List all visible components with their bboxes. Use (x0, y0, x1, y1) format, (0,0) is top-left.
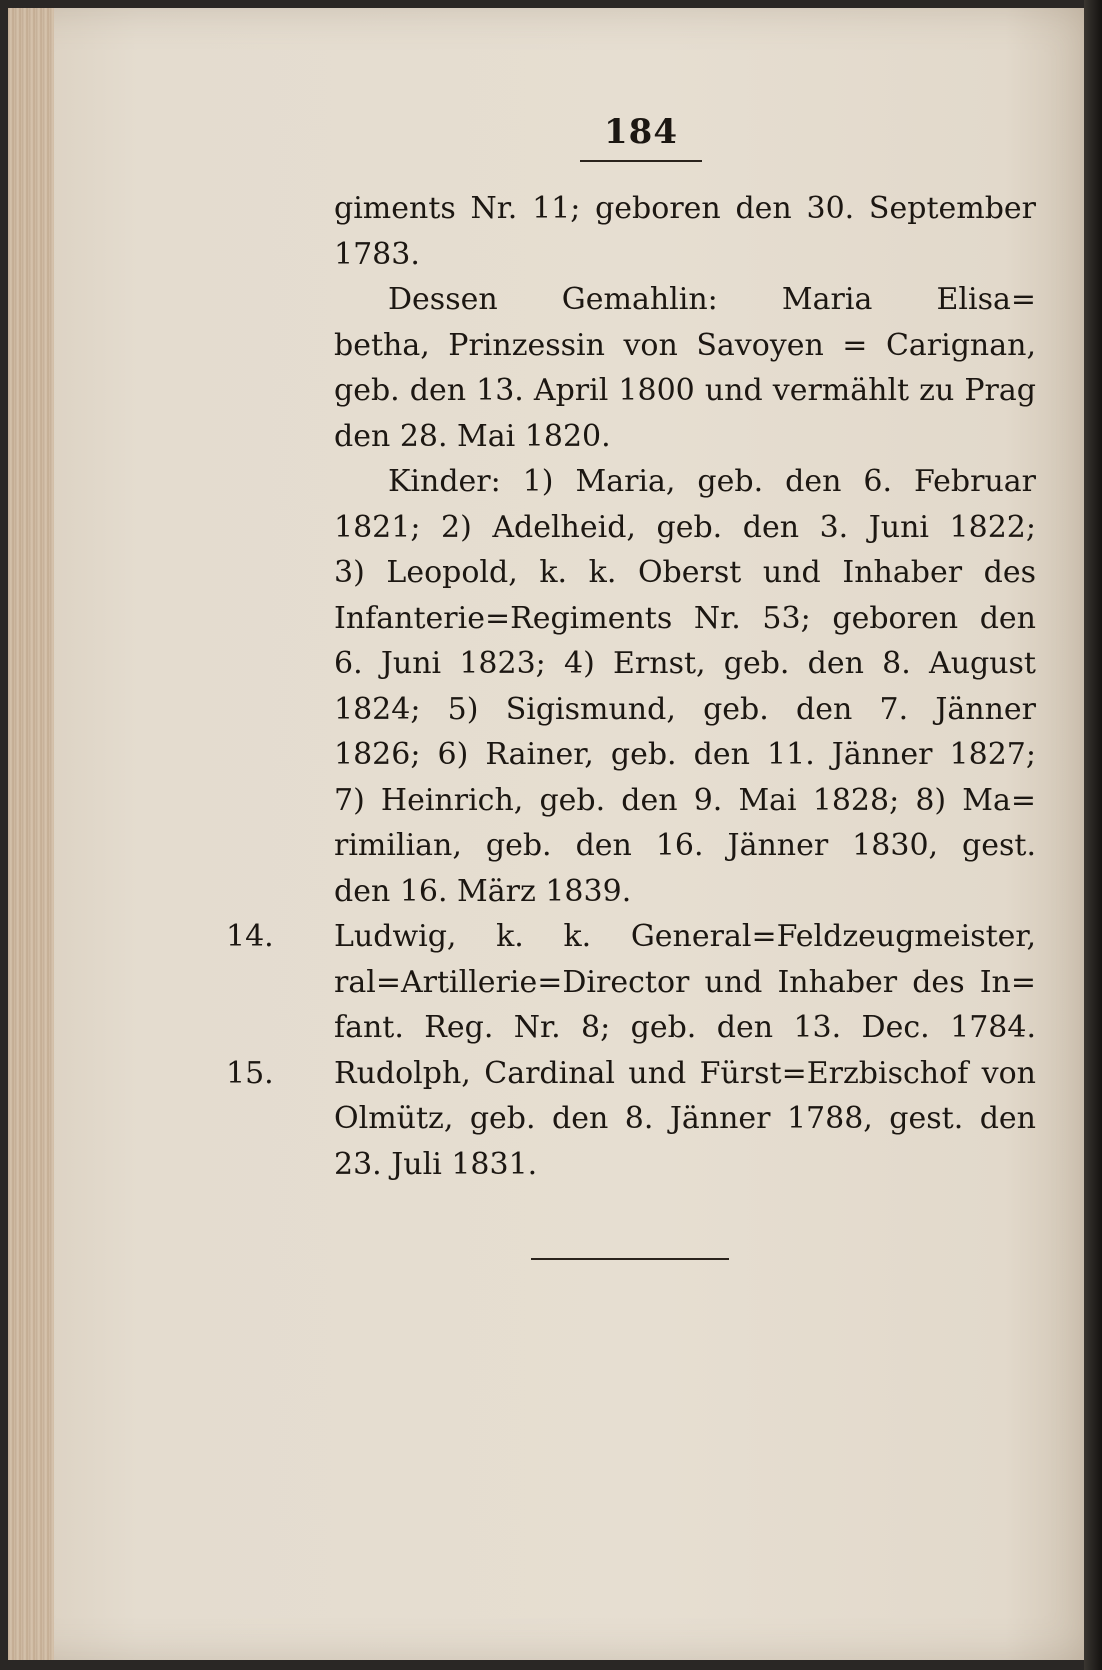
book-spine-edge (8, 8, 54, 1660)
text-line: 6. Juni 1823; 4) Ernst, geb. den 8. August (334, 646, 1036, 681)
entry-14 (226, 914, 1036, 1051)
text-line: betha, Prinzessin von Savoyen = Carignan, (334, 327, 1036, 363)
page-number: 184 (604, 112, 678, 152)
entry-line: Rudolph, Cardinal und Fürst=Erzbischof von (334, 1055, 1036, 1091)
entry-line: Ludwig, k. k. General=Feldzeugmeister, (334, 919, 1036, 954)
entry-line: 23. Juli 1831. (334, 1146, 538, 1182)
entry-number: 15. (226, 1055, 274, 1091)
end-rule (531, 1258, 729, 1260)
text-line: den 28. Mai 1820. (334, 418, 611, 454)
text-line: Dessen Gemahlin: Maria Elisa= (388, 282, 1036, 317)
entry-line: Olmütz, geb. den 8. Jänner 1788, gest. den (334, 1101, 1036, 1136)
page-number-rule (580, 160, 702, 162)
entry-line: fant. Reg. Nr. 8; geb. den 13. Dec. 1784. (334, 1010, 1036, 1045)
text-line: giments Nr. 11; geboren den 30. September (334, 191, 1036, 226)
text-line: 7) Heinrich, geb. den 9. Mai 1828; 8) Ma= (334, 782, 1036, 818)
text-line: Infanterie=Regiments Nr. 53; geboren den (334, 600, 1036, 636)
text-line: Kinder: 1) Maria, geb. den 6. Februar (388, 464, 1036, 499)
text-block (226, 186, 1036, 1187)
text-line: rimilian, geb. den 16. Jänner 1830, gest. (334, 828, 1036, 863)
text-line: 3) Leopold, k. k. Oberst und Inhaber des (334, 555, 1036, 590)
entry-15 (226, 1051, 1036, 1188)
text-line: geb. den 13. April 1800 und vermählt zu Prag (334, 373, 1036, 408)
entry-line: ral=Artillerie=Director und Inhaber des In= (334, 964, 1036, 1000)
text-line: 1824; 5) Sigismund, geb. den 7. Jänner (334, 691, 1036, 727)
text-line: 1783. (334, 236, 420, 272)
page-right-edge (1084, 0, 1102, 1670)
text-line: 1826; 6) Rainer, geb. den 11. Jänner 1827; (334, 737, 1036, 772)
entry-number: 14. (226, 919, 274, 954)
text-line: 1821; 2) Adelheid, geb. den 3. Juni 1822; (334, 509, 1036, 545)
text-line: den 16. März 1839. (334, 873, 632, 909)
